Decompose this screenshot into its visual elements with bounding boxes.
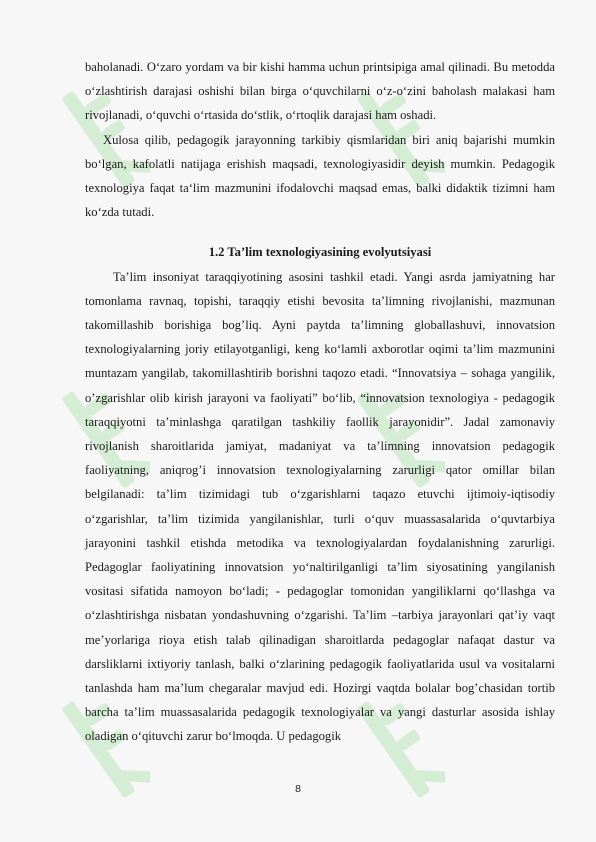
body-text xyxy=(85,55,555,749)
paragraph-intro: baholanadi. O‘zaro yordam va bir kishi hamma uchun printsipiga amal qilinadi. Bu metodda o‘zlashtirish darajasi oshishi bilan birga o‘quvchilarni o‘z-o‘zini baholash malakasi ham rivojlanadi, o‘quvchi o‘rtasida do‘stlik, o‘rtoqlik darajasi ham oshadi. xyxy=(85,60,555,123)
section-heading: 1.2 Ta’lim texnologiyasining evolyutsiyasi xyxy=(208,245,432,260)
paragraph-main: Ta’lim insoniyat taraqqiyotining asosini tashkil etadi. Yangi asrda jamiyatning har tomonlama ravnaq, topishi, taraqqiy etishi bevosita ta’limning rivojlanishi, mazmunan takomillashib borishiga bog’liq. Ayni paytda ta’limning globallashuvi, innovatsion texnologiyalarning joriy etilayotganligi, keng ko‘lamli axborotlar oqimi ta’lim mazmunini muntazam yangilab, takomillashtirib borishni taqozo etadi. “Innovatsiya – sohaga yangilik, o’zgarishlar olib kirish jarayoni va faoliyati” bo‘lib, “innovatsion texnologiya - pedagogik taraqqiyotni ta’minlashga qaratilgan tashkiliy faollik jarayonidir”. Jadal zamonaviy rivojlanish sharoitlarida jamiyat, madaniyat va ta’limning innovatsion pedagogik faoliyatning, aniqrog’i innovatsion texnologiyalarning zarurligi qator omillar bilan belgilanadi: ta’lim tizimidagi tub o‘zgarishlarni taqazo etuvchi ijtimoiy-iqtisodiy o‘zgarishlar, ta’lim tizimida yangilanishlar, turli o‘quv muassasalarida o‘quvtarbiya jarayonini tashkil etishda metodika va texnologiyalardan foydalanishning zarurligi. Pedagoglar faoliyatining innovatsion yo‘naltirilganligi ta’lim siyosatining yangilanish vositasi sifatida namoyon bo‘ladi; - pedagoglar tomonidan yangiliklarni qo‘llashga va o‘zlashtirishga nisbatan yondashuvning o‘zgarishi. Ta’lim –tarbiya jarayonlari qat’iy vaqt me’yorlariga rioya etish talab qilinadigan sharoitlarda pedagoglar nafaqat dastur va darsliklarni ixtiyoriy tanlash, balki o‘zlarining pedagogik faoliyatlarida usul va vositalarni tanlashda ham ma’lum chegaralar mavjud edi. Hozirgi vaqtda bolalar bog’chasidan tortib barcha ta’lim muassasalarida pedagogik texnologiyalar va yangi dasturlar asosida ishlay oladigan o‘qituvchi zarur bo‘lmoqda. U pedagogik xyxy=(85,269,555,744)
paragraph-conclusion: Xulosa qilib, pedagogik jarayonning tarkibiy qismlaridan biri aniq bajarishi mumkin bo‘lgan, kafolatli natijaga erishish maqsadi, texnologiyasidir deyish mumkin. Pedagogik texnologiya faqat ta‘lim mazmunini ifodalovchi maqsad emas, balki didaktik tizimni ham ko‘zda tutadi. xyxy=(85,132,555,220)
page-number: 8 xyxy=(295,783,301,795)
